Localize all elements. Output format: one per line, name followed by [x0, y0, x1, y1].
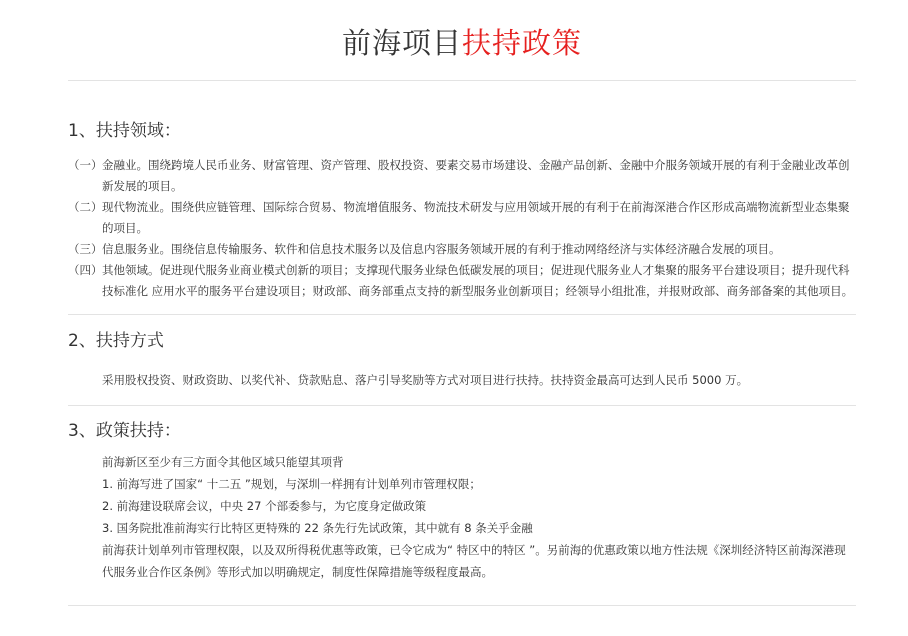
- policy-line: 前海获计划单列市管理权限，以及双所得税优惠等政策，已令它成为“ 特区中的特区 ”。另前海的优惠政策以地方性法规《深圳经济特区前海深港现代服务业合作区条例》等形式加以明确规定，制度性保障措施等级程度最高。: [102, 543, 846, 579]
- page-title-accent: 扶持政策: [462, 26, 583, 60]
- policy-support-body: [102, 451, 856, 605]
- list-item-text: 金融业。围绕跨境人民币业务、财富管理、资产管理、股权投资、要素交易市场建设、金融产品创新、金融中介服务领域开展的有利于金融业改革创新发展的项目。: [102, 158, 850, 193]
- list-item: [68, 239, 856, 260]
- policy-line: 前海新区至少有三方面令其他区域只能望其项背: [102, 455, 344, 469]
- list-item: [68, 155, 856, 197]
- policy-page: [68, 0, 856, 606]
- policy-line: 3. 国务院批准前海实行比特区更特殊的 22 条先行先试政策，其中就有 8 条关乎金融: [102, 521, 533, 535]
- policy-line: 1. 前海写进了国家“ 十二五 ”规划，与深圳一样拥有计划单列市管理权限；: [102, 477, 481, 491]
- list-item-number: （二）: [68, 200, 103, 214]
- list-item-number: （一）: [68, 158, 103, 172]
- list-item-number: （四）: [68, 263, 103, 277]
- policy-support-heading: 3、政策扶持：: [68, 421, 181, 441]
- support-method-heading: 2、扶持方式: [68, 331, 164, 351]
- support-fields-heading: 1、扶持领域：: [68, 121, 181, 141]
- policy-support-section: [68, 406, 856, 605]
- list-item: [68, 197, 856, 239]
- policy-line: 2. 前海建设联席会议，中央 27 个部委参与，为它度身定做政策: [102, 499, 427, 513]
- section-divider: [68, 605, 856, 606]
- list-item-number: （三）: [68, 242, 103, 256]
- list-item-text: 其他领域。促进现代服务业商业模式创新的项目；支撑现代服务业绿色低碳发展的项目；促进现代服务业人才集聚的服务平台建设项目；提升现代科技标准化 应用水平的服务平台建设项目；财政部、商务部重点支持的新型服务业创新项目；经领导小组批准，并报财政部、商务部备案的其他项目。: [102, 263, 854, 298]
- list-item: [68, 260, 856, 302]
- support-fields-list: [68, 155, 856, 314]
- page-title: [68, 0, 856, 80]
- list-item-text: 现代物流业。围绕供应链管理、国际综合贸易、物流增值服务、物流技术研发与应用领域开展的有利于在前海深港合作区形成高端物流新型业态集聚的项目。: [102, 200, 850, 235]
- page-title-prefix: 前海项目: [341, 26, 462, 60]
- list-item-text: 信息服务业。围绕信息传输服务、软件和信息技术服务以及信息内容服务领域开展的有利于推动网络经济与实体经济融合发展的项目。: [102, 242, 781, 256]
- support-method-section: [68, 315, 856, 405]
- support-method-text: 采用股权投资、财政资助、以奖代补、贷款贴息、落户引导奖励等方式对项目进行扶持。扶持资金最高可达到人民币 5000 万。: [102, 373, 749, 387]
- support-fields-section: [68, 81, 856, 314]
